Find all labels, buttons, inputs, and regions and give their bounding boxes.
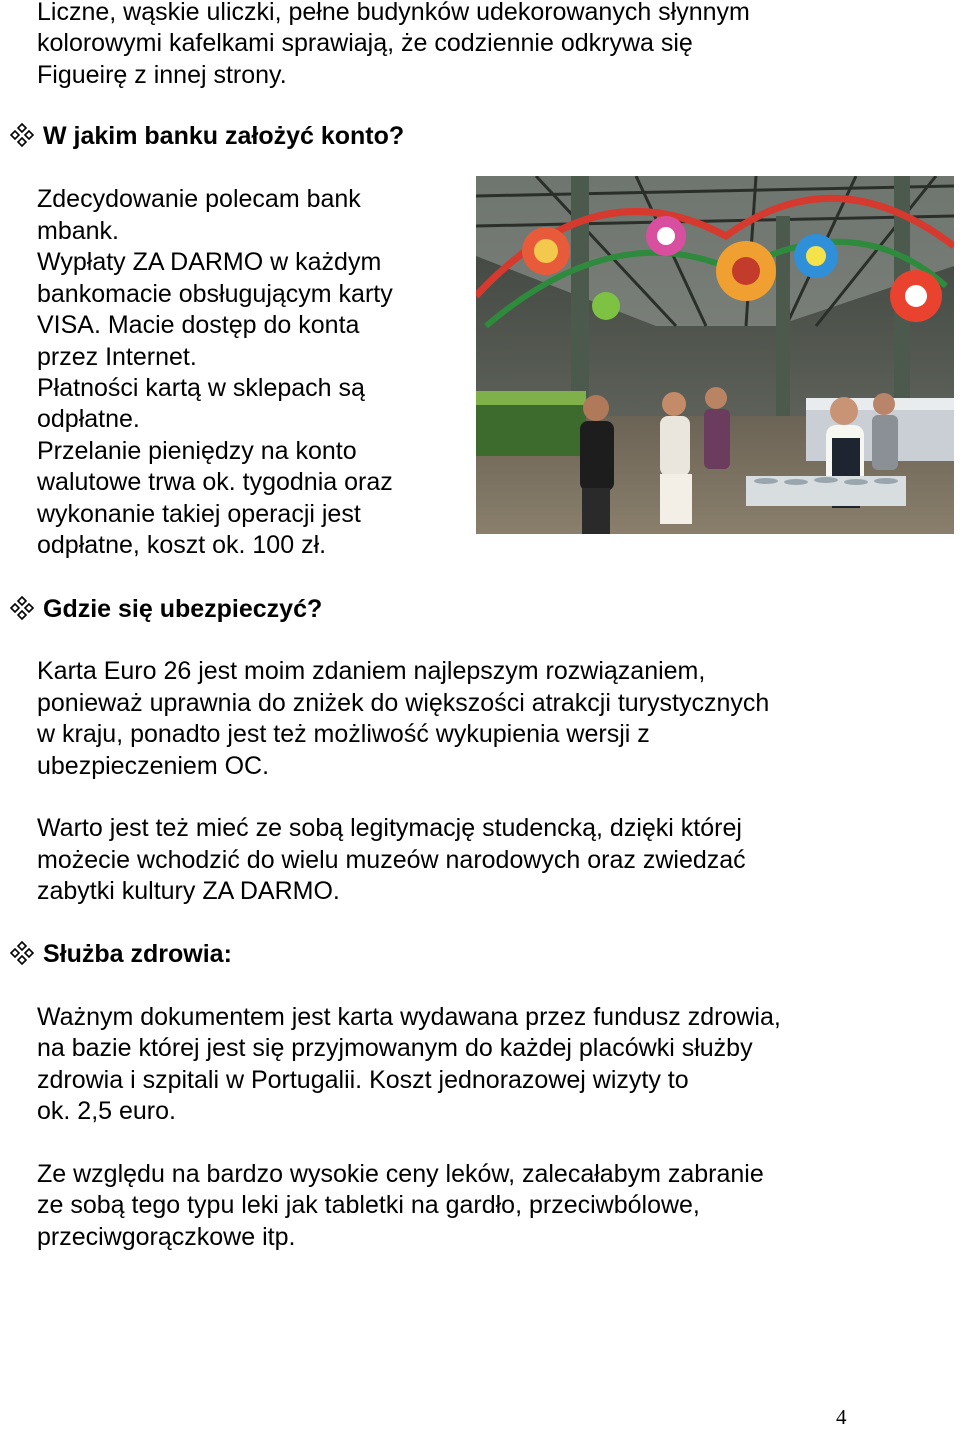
page-number: 4 [836, 1405, 847, 1429]
insurance-heading [10, 594, 322, 625]
bank-line: Płatności kartą w sklepach są [37, 374, 365, 402]
insurance-line: możecie wchodzić do wielu muzeów narodowych oraz zwiedzać [37, 846, 746, 874]
insurance-heading-text: Gdzie się ubezpieczyć? [43, 595, 323, 623]
health-line: ok. 2,5 euro. [37, 1097, 176, 1125]
bank-line: przez Internet. [37, 343, 197, 371]
insurance-line: ponieważ uprawnia do zniżek do większości atrakcji turystycznych [37, 689, 770, 717]
bank-line: mbank. [37, 217, 119, 245]
health-heading [10, 939, 232, 970]
insurance-line: Warto jest też mieć ze sobą legitymację studencką, dzięki której [37, 814, 742, 842]
health-line: ze sobą tego typu leki jak tabletki na gardło, przeciwbólowe, [37, 1191, 700, 1219]
health-line: zdrowia i szpitali w Portugalii. Koszt jednorazowej wizyty to [37, 1066, 689, 1094]
insurance-line: ubezpieczeniem OC. [37, 752, 270, 780]
four-diamond-bullet-icon [10, 596, 34, 620]
health-line: na bazie której jest się przyjmowanym do każdej placówki służby [37, 1034, 753, 1062]
insurance-line: zabytki kultury ZA DARMO. [37, 877, 340, 905]
bank-line: Wypłaty ZA DARMO w każdym [37, 248, 382, 276]
intro-line: Figueirę z innej strony. [37, 61, 287, 89]
bank-heading [10, 121, 404, 152]
market-photo [476, 176, 954, 534]
market-photo-illustration [476, 176, 954, 534]
health-line: Ważnym dokumentem jest karta wydawana przez fundusz zdrowia, [37, 1003, 781, 1031]
bank-line: odpłatne, koszt ok. 100 zł. [37, 531, 327, 559]
bank-heading-text: W jakim banku założyć konto? [43, 122, 405, 150]
bank-line: bankomacie obsługującym karty [37, 280, 393, 308]
insurance-line: Karta Euro 26 jest moim zdaniem najlepszym rozwiązaniem, [37, 657, 706, 685]
bank-line: odpłatne. [37, 405, 140, 433]
bank-line: walutowe trwa ok. tygodnia oraz [37, 468, 393, 496]
bank-line: Przelanie pieniędzy na konto [37, 437, 357, 465]
intro-line: kolorowymi kafelkami sprawiają, że codziennie odkrywa się [37, 29, 693, 57]
bank-line: Zdecydowanie polecam bank [37, 185, 361, 213]
health-heading-text: Służba zdrowia: [43, 940, 232, 968]
bank-line: wykonanie takiej operacji jest [37, 500, 361, 528]
four-diamond-bullet-icon [10, 123, 34, 147]
intro-line: Liczne, wąskie uliczki, pełne budynków udekorowanych słynnym [37, 0, 750, 26]
insurance-line: w kraju, ponadto jest też możliwość wykupienia wersji z [37, 720, 650, 748]
health-line: Ze względu na bardzo wysokie ceny leków, zalecałabym zabranie [37, 1160, 764, 1188]
bank-line: VISA. Macie dostęp do konta [37, 311, 360, 339]
four-diamond-bullet-icon [10, 941, 34, 965]
health-line: przeciwgorączkowe itp. [37, 1223, 296, 1251]
